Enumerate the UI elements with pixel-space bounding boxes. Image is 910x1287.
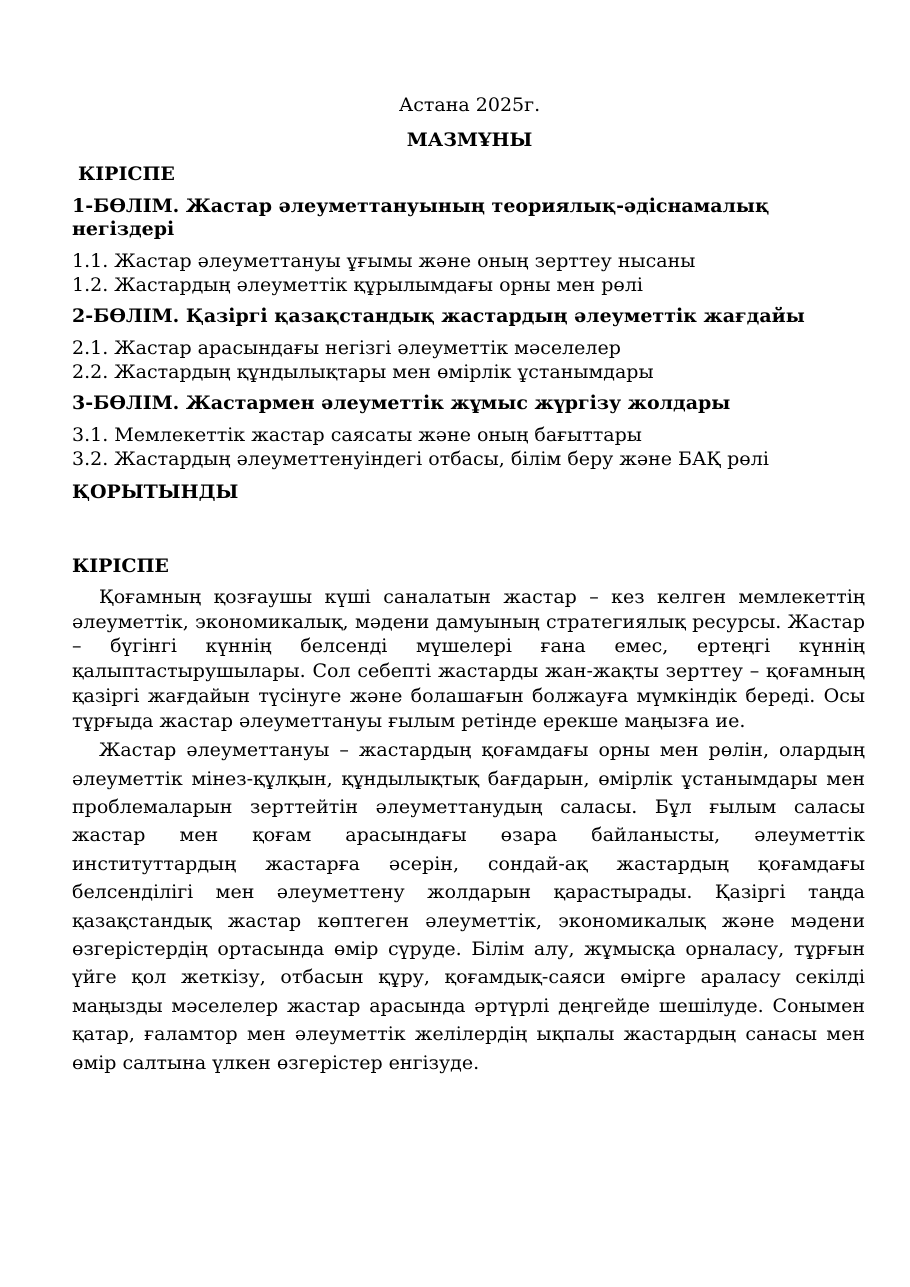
toc-part-3-title: 3-БӨЛІМ. Жастармен әлеуметтік жұмыс жүргізу жолдары	[72, 392, 731, 414]
toc-part-1-subsections	[72, 249, 865, 297]
toc-part-1-title: 1-БӨЛІМ. Жастар әлеуметтануының теориялық-әдіснамалық негіздері	[72, 195, 770, 240]
toc-subsection-3-1: 3.1. Мемлекеттік жастар саясаты және оның бағыттары	[72, 424, 642, 446]
toc-subsection-1-1: 1.1. Жастар әлеуметтануы ұғымы және оның зерттеу нысаны	[72, 250, 696, 272]
toc-part-2-title: 2-БӨЛІМ. Қазіргі қазақстандық жастардың әлеуметтік жағдайы	[72, 305, 805, 327]
toc-part-2-subsections	[72, 336, 865, 384]
toc-part-3-subsections	[72, 423, 865, 471]
intro-section-heading: КІРІСПЕ	[72, 555, 169, 577]
toc-entry-conclusion: ҚОРЫТЫНДЫ	[72, 481, 239, 503]
toc-subsection-2-1: 2.1. Жастар арасындағы негізгі әлеуметтік мәселелер	[72, 337, 621, 359]
intro-paragraph-1: Қоғамның қозғаушы күші саналатын жастар – кез келген мемлекеттің әлеуметтік, экономикалық, мәдени дамуының стратегиялық ресурсы. Жастар – бүгінгі күннің белсенді мүшелері ғана емес, ертеңгі күннің қалыптастырушылары. Сол себепті жастарды жан-жақты зерттеу – қоғамның қазіргі жағдайын түсінуге және болашағын болжауға мүмкіндік береді. Осы тұрғыда жастар әлеуметтануы ғылым ретінде ерекше маңызға ие.	[72, 586, 865, 732]
toc-title: МАЗМҰНЫ	[406, 129, 533, 151]
intro-paragraph-2: Жастар әлеуметтануы – жастардың қоғамдағы орны мен рөлін, олардың әлеуметтік мінез-құлқын, құндылықтық бағдарын, өмірлік ұстанымдары мен проблемаларын зерттейтін әлеуметтанудың саласы. Бұл ғылым саласы жастар мен қоғам арасындағы өзара байланысты, әлеуметтік институттардың жастарға әсерін, сондай-ақ жастардың қоғамдағы белсенділігі мен әлеуметтену жолдарын қарастырады. Қазіргі таңда қазақстандық жастар көптеген әлеуметтік, экономикалық және мәдени өзгерістердің ортасында өмір сүруде. Білім алу, жұмысқа орналасу, тұрғын үйге қол жеткізу, отбасын құру, қоғамдық-саяси өмірге араласу секілді маңызды мәселелер жастар арасында әртүрлі деңгейде шешілуде. Сонымен қатар, ғаламтор мен әлеуметтік желілердің ықпалы жастардың санасы мен өмір салтына үлкен өзгерістер енгізуде.	[72, 739, 865, 1074]
toc-subsection-2-2: 2.2. Жастардың құндылықтары мен өмірлік ұстанымдары	[72, 361, 654, 383]
city-year-line: Астана 2025г.	[398, 94, 541, 116]
toc-subsection-3-2: 3.2. Жастардың әлеуметтенуіндегі отбасы, білім беру және БАҚ рөлі	[72, 448, 769, 470]
toc-entry-intro: КІРІСПЕ	[78, 163, 175, 185]
toc-subsection-1-2: 1.2. Жастардың әлеуметтік құрылымдағы орны мен рөлі	[72, 274, 643, 296]
